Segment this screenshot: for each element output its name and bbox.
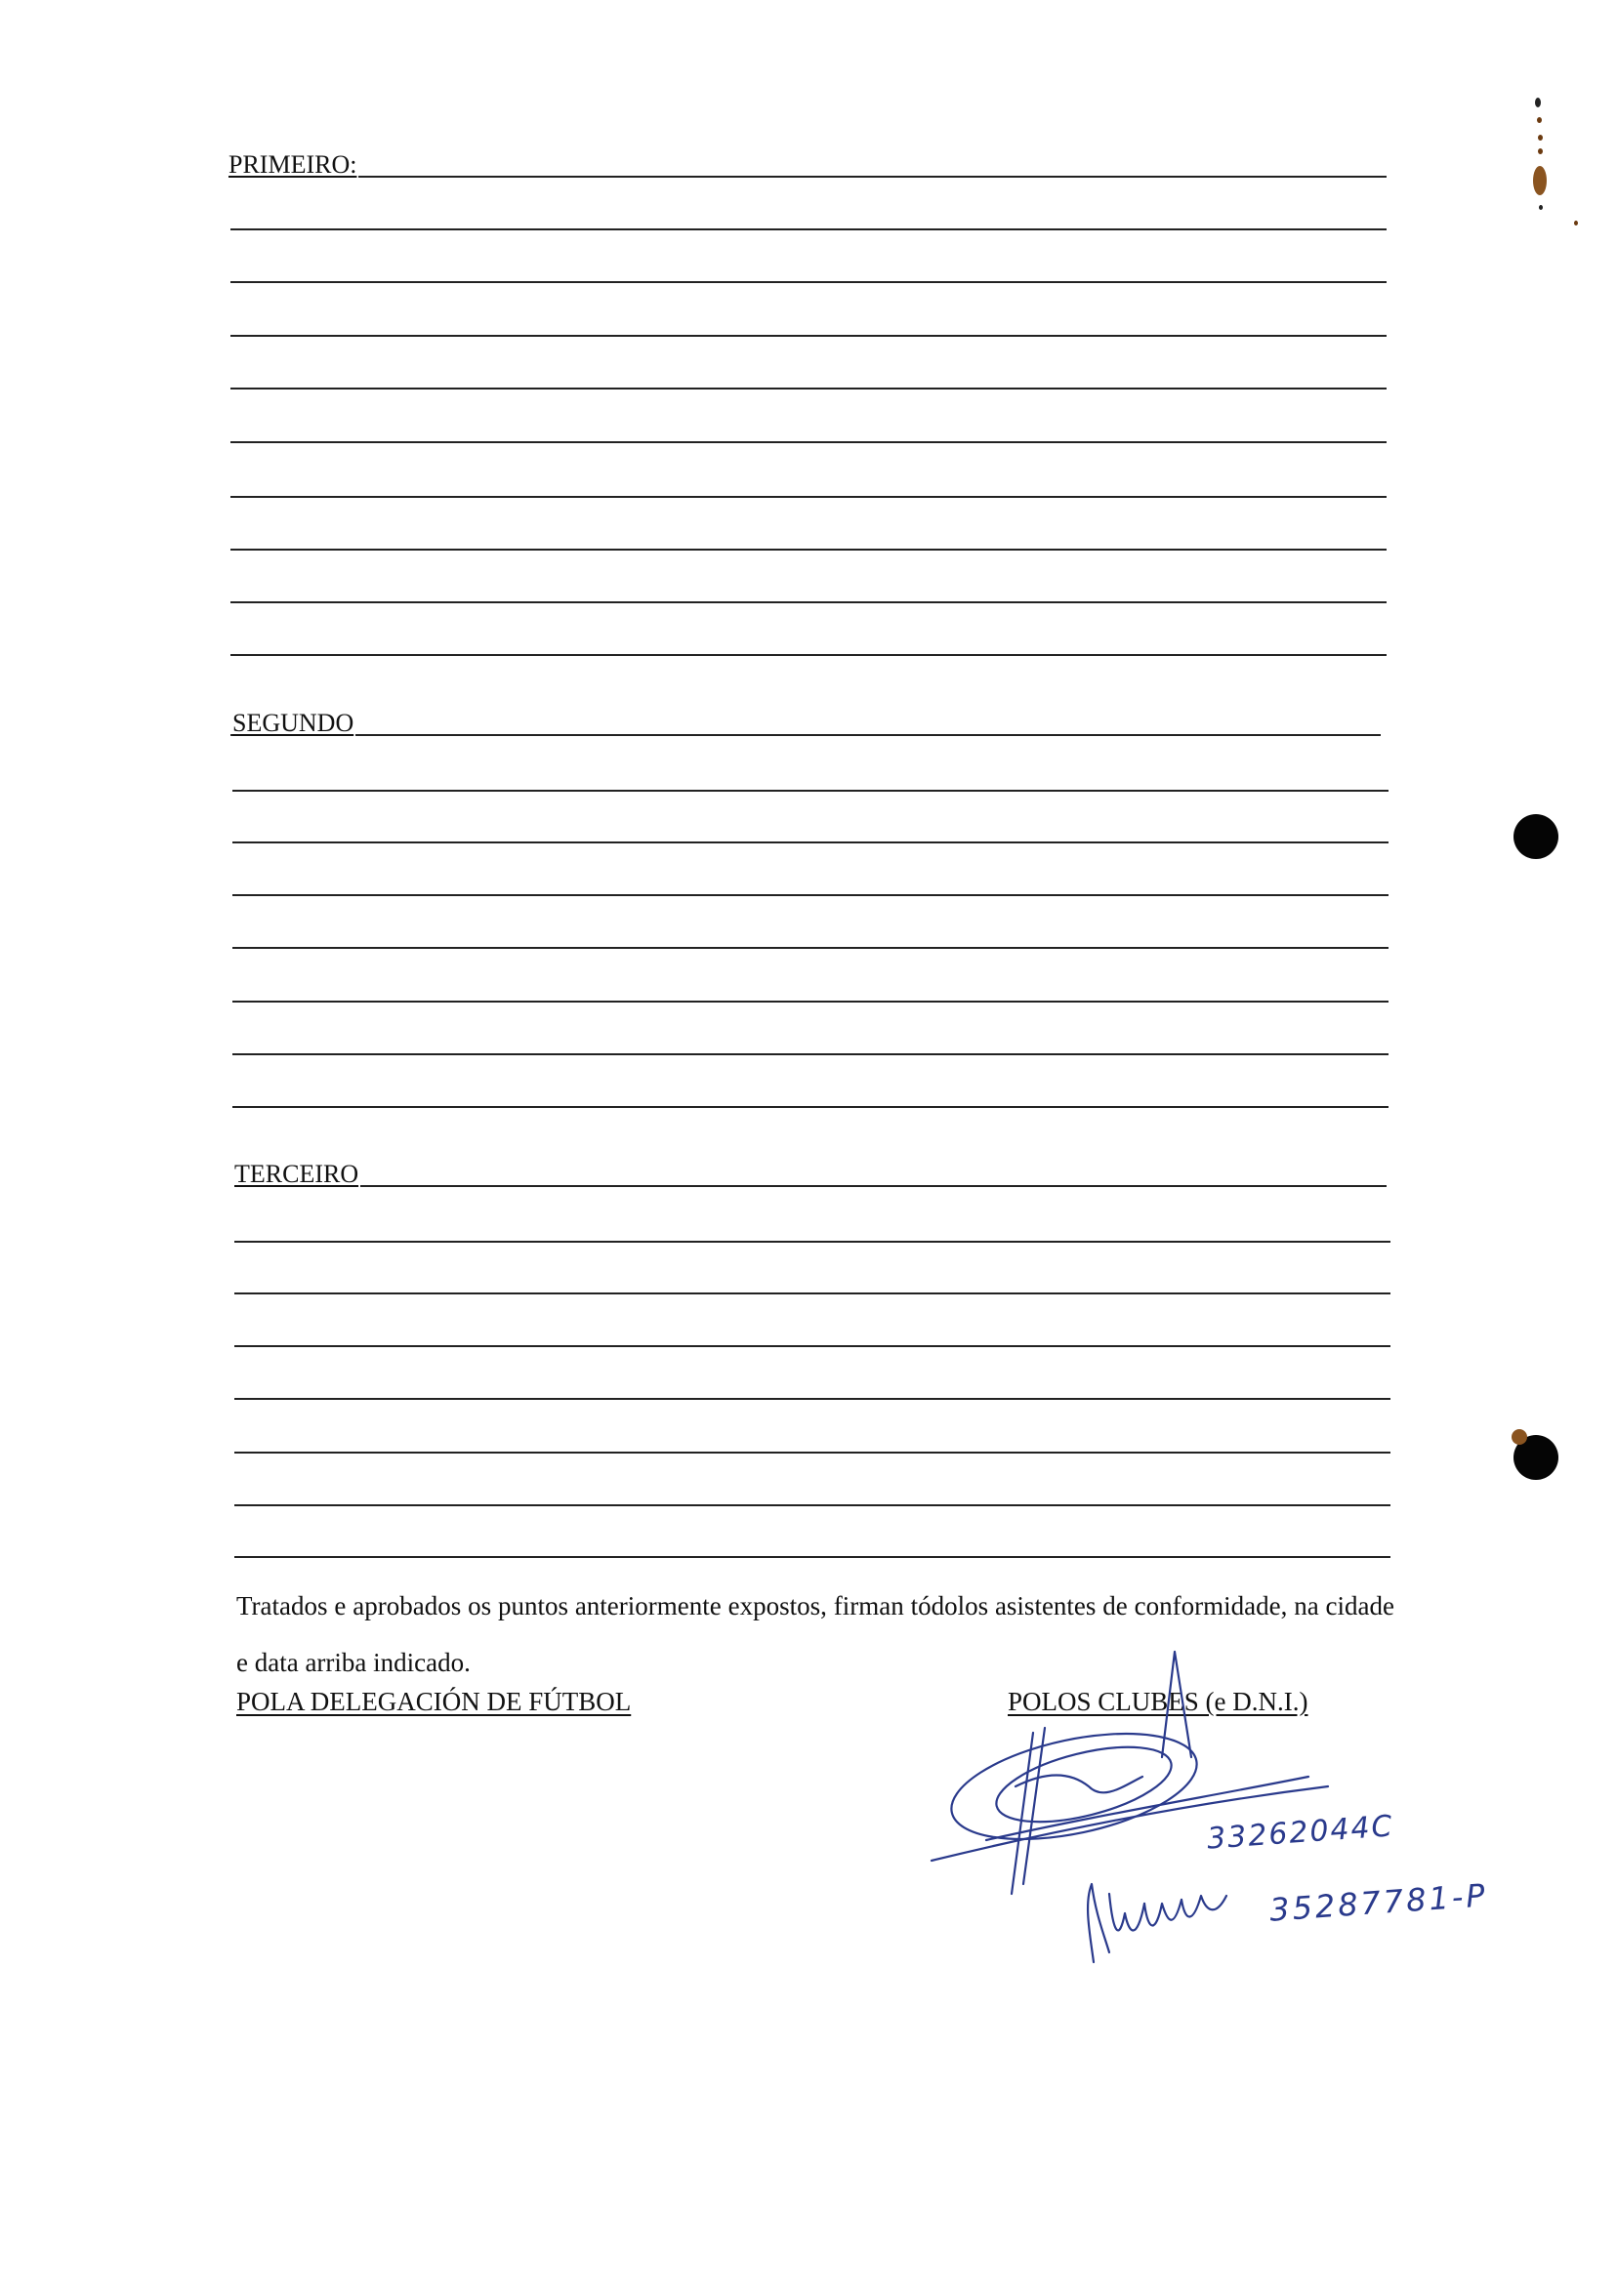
- dni-number-2: 35287781-P: [1267, 1876, 1489, 1929]
- form-line: [232, 790, 1389, 792]
- form-line: [232, 894, 1389, 896]
- section-label-primeiro: PRIMEIRO:: [228, 150, 357, 179]
- form-line: [232, 1001, 1389, 1003]
- form-line: [230, 388, 1387, 390]
- handwritten-signatures: [918, 1640, 1504, 1991]
- form-line: [230, 601, 1387, 603]
- form-line: [230, 734, 1381, 736]
- form-line: [232, 1053, 1389, 1055]
- punch-hole: [1513, 814, 1558, 859]
- delegation-signature-heading: POLA DELEGACIÓN DE FÚTBOL: [236, 1687, 632, 1716]
- form-line: [230, 549, 1387, 551]
- section-label-segundo: SEGUNDO: [232, 709, 354, 737]
- clubs-signature-heading: POLOS CLUBES (e D.N.I.): [1008, 1687, 1308, 1716]
- form-line: [230, 228, 1387, 230]
- form-line: [234, 1241, 1390, 1243]
- form-line: [230, 441, 1387, 443]
- form-line: [234, 1452, 1390, 1454]
- form-line: [234, 1185, 1387, 1187]
- form-line: [234, 1398, 1390, 1400]
- form-line: [266, 176, 1387, 178]
- form-line: [230, 654, 1387, 656]
- form-line: [230, 335, 1387, 337]
- form-line: [230, 281, 1387, 283]
- form-line: [234, 1292, 1390, 1294]
- section-label-terceiro: TERCEIRO: [234, 1160, 359, 1188]
- form-line: [232, 841, 1389, 843]
- closing-statement: Tratados e aprobados os puntos anteriormente expostos, firman tódolos asistentes de conformidade, na cidade e data arriba indicado.: [236, 1591, 1394, 1677]
- dni-number-1: 33262044C: [1206, 1809, 1395, 1857]
- form-line: [232, 947, 1389, 949]
- form-line: [230, 496, 1387, 498]
- form-line: [234, 1504, 1390, 1506]
- form-line: [234, 1556, 1390, 1558]
- form-line: [232, 1106, 1389, 1108]
- form-line: [234, 1345, 1390, 1347]
